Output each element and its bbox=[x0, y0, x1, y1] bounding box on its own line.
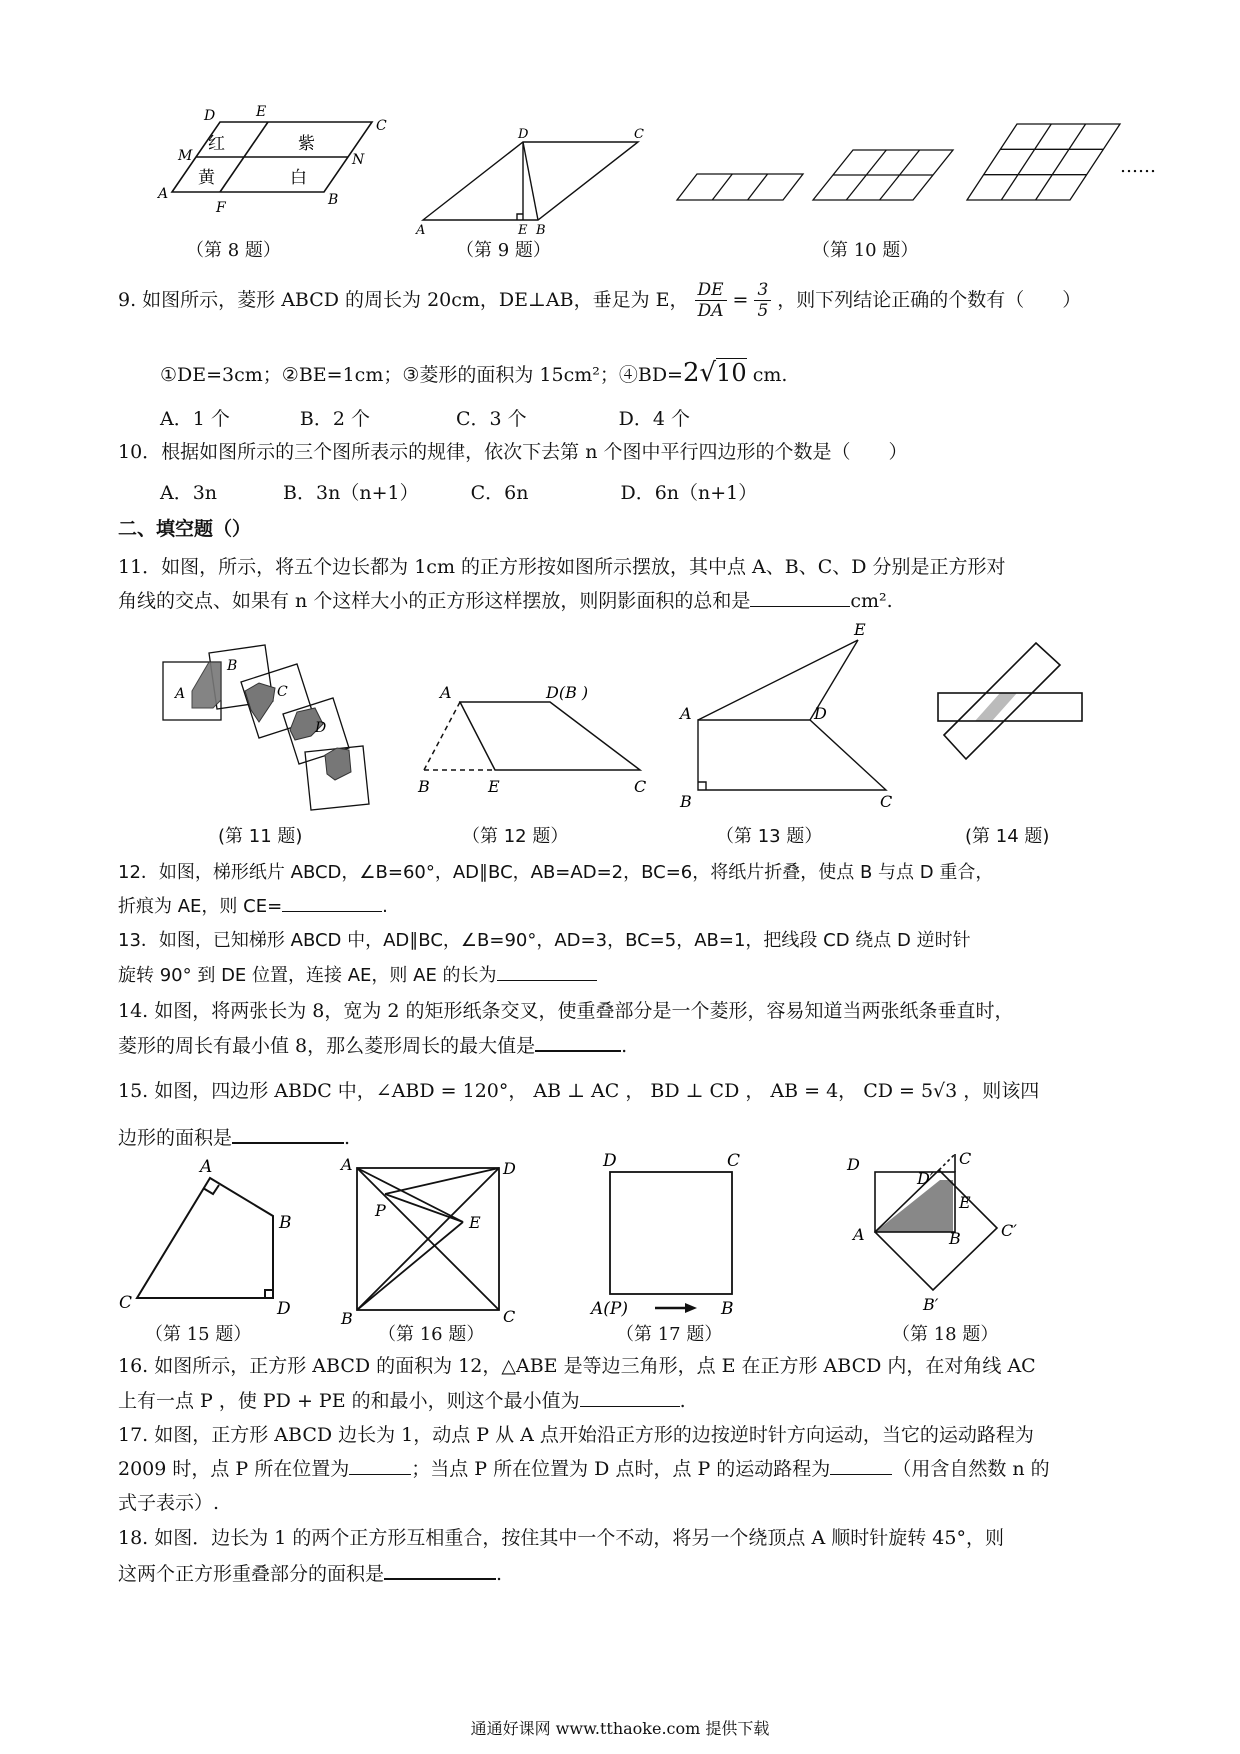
fraction-numerator: DE bbox=[695, 280, 727, 301]
point-label: A bbox=[440, 683, 452, 702]
caption-q8: （第 8 题） bbox=[186, 240, 281, 261]
figure-q14 bbox=[930, 635, 1090, 765]
page-footer: 通通好课网 www.tthaoke.com 提供下载 bbox=[470, 1719, 770, 1738]
question-10: 10．根据如图所示的三个图所表示的规律，依次下去第 n 个图中平行四边形的个数是（ ） bbox=[118, 441, 908, 463]
question-17-line1: 17. 如图，正方形 ABCD 边长为 1，动点 P 从 A 点开始沿正方形的边按逆时针方向运动，当它的运动路程为 bbox=[118, 1424, 1034, 1446]
question-15-line1: 15. 如图，四边形 ABDC 中，∠ABD = 120°， AB ⊥ AC ， BD ⊥ CD ， AB = 4， CD = 5√3 ，则该四 bbox=[118, 1080, 1040, 1102]
point-label: A bbox=[416, 223, 426, 238]
point-label: C′ bbox=[1001, 1221, 1017, 1240]
period: . bbox=[496, 1563, 503, 1585]
q18-text: 这两个正方形重叠部分的面积是 bbox=[118, 1563, 385, 1585]
answer-blank bbox=[349, 1458, 411, 1475]
question-15-line2 bbox=[118, 1126, 350, 1150]
period: . bbox=[679, 1390, 686, 1412]
figure-q16 bbox=[335, 1156, 525, 1326]
option-b: B．3n（n+1） bbox=[283, 482, 419, 504]
point-label: E bbox=[518, 223, 528, 238]
point-label: D bbox=[847, 1155, 860, 1174]
point-label: E bbox=[256, 104, 267, 120]
point-label: E bbox=[469, 1213, 481, 1232]
point-label: B bbox=[721, 1299, 734, 1319]
caption-q13: （第 13 题） bbox=[716, 826, 823, 847]
point-label: P bbox=[375, 1201, 386, 1220]
option-c: C．3 个 bbox=[455, 408, 527, 430]
caption-q14: (第 14 题) bbox=[965, 826, 1050, 847]
q11-unit: cm². bbox=[850, 590, 893, 612]
radical-sign: √ bbox=[699, 358, 717, 388]
q9-options bbox=[160, 404, 740, 431]
point-label: A bbox=[200, 1158, 213, 1177]
cell-label: 红 bbox=[208, 134, 225, 154]
answer-blank bbox=[535, 1034, 621, 1052]
radical-coefficient: 2 bbox=[682, 358, 700, 388]
cell-label: 黄 bbox=[198, 168, 215, 188]
caption-q15: （第 15 题） bbox=[145, 1324, 252, 1345]
q17-text-b: ；当点 P 所在位置为 D 点时，点 P 的运动路程为 bbox=[411, 1458, 831, 1480]
question-16-line2 bbox=[118, 1390, 686, 1413]
question-12-line1: 12．如图，梯形纸片 ABCD，∠B=60°，AD∥BC，AB=AD=2，BC=6，将纸片折叠，使点 B 与点 D 重合， bbox=[118, 862, 994, 883]
q17-text-a: 2009 时，点 P 所在位置为 bbox=[118, 1458, 350, 1480]
caption-q16: （第 16 题） bbox=[378, 1324, 485, 1345]
q9-items bbox=[160, 358, 787, 389]
point-label: C bbox=[503, 1307, 516, 1326]
point-label: A bbox=[158, 186, 169, 202]
question-17-line3: 式子表示）. bbox=[118, 1492, 220, 1514]
question-18-line1: 18. 如图．边长为 1 的两个正方形互相重合，按住其中一个不动，将另一个绕顶点 A 顺时针旋转 45°，则 bbox=[118, 1527, 1004, 1549]
q13-text: 旋转 90° 到 DE 位置，连接 AE，则 AE 的长为 bbox=[118, 965, 497, 986]
point-label: A bbox=[175, 686, 186, 702]
option-c: C．6n bbox=[470, 482, 529, 504]
point-label: E bbox=[959, 1193, 971, 1212]
question-13-line1: 13．如图，已知梯形 ABCD 中，AD∥BC，∠B=90°，AD=3，BC=5，AB=1，把线段 CD 绕点 D 逆时针 bbox=[118, 930, 971, 951]
fraction-denominator: 5 bbox=[757, 301, 769, 322]
question-17-line2 bbox=[118, 1458, 1050, 1481]
cell-label: 紫 bbox=[298, 134, 315, 154]
caption-q10: （第 10 题） bbox=[812, 240, 919, 261]
fraction bbox=[754, 280, 771, 322]
radicand: 10 bbox=[716, 359, 747, 387]
figure-q17 bbox=[585, 1150, 765, 1320]
point-label: D bbox=[277, 1299, 291, 1318]
option-a: A．3n bbox=[160, 482, 218, 504]
ellipsis: …… bbox=[1120, 156, 1156, 177]
answer-blank bbox=[282, 895, 382, 912]
q12-text: 折痕为 AE，则 CE= bbox=[118, 896, 283, 917]
q14-text: 菱形的周长有最小值 8，那么菱形周长的最大值是 bbox=[118, 1035, 536, 1057]
point-label: C bbox=[119, 1293, 133, 1313]
answer-blank bbox=[232, 1126, 344, 1144]
caption-q12: （第 12 题） bbox=[462, 826, 569, 847]
point-label: C bbox=[634, 777, 647, 796]
q9-stem: 9. 如图所示，菱形 ABCD 的周长为 20cm，DE⊥AB，垂足为 E， bbox=[118, 288, 689, 311]
point-label: D bbox=[315, 720, 327, 736]
answer-blank bbox=[830, 1458, 892, 1475]
answer-blank bbox=[750, 590, 850, 607]
point-label: D′ bbox=[917, 1169, 934, 1188]
option-d: D．4 个 bbox=[618, 408, 690, 430]
point-label: C bbox=[880, 792, 893, 810]
figure-q8 bbox=[150, 100, 390, 230]
figure-q15 bbox=[115, 1158, 310, 1318]
period: . bbox=[621, 1035, 628, 1057]
point-label: B bbox=[949, 1229, 961, 1248]
figure-q10 bbox=[675, 120, 1175, 210]
option-d: D．6n（n+1） bbox=[620, 482, 758, 504]
point-label: D bbox=[814, 704, 827, 723]
caption-q18: （第 18 题） bbox=[892, 1324, 999, 1345]
point-label: B bbox=[341, 1309, 353, 1326]
point-label: C bbox=[727, 1151, 741, 1171]
question-14-line1: 14. 如图，将两张长为 8，宽为 2 的矩形纸条交叉，使重叠部分是一个菱形，容易知道当两张纸条垂直时， bbox=[118, 1000, 1014, 1022]
figure-q13 bbox=[668, 615, 908, 810]
answer-blank bbox=[384, 1562, 496, 1580]
question-18-line2 bbox=[118, 1562, 502, 1586]
point-label: F bbox=[216, 200, 226, 216]
figure-q11 bbox=[155, 640, 390, 815]
point-label: D bbox=[518, 128, 529, 142]
point-label: A(P) bbox=[591, 1299, 628, 1319]
answer-blank bbox=[580, 1390, 680, 1407]
q9-items-unit: cm. bbox=[746, 364, 788, 386]
figure-q18 bbox=[835, 1150, 1025, 1322]
point-label: M bbox=[178, 148, 193, 164]
point-label: C bbox=[634, 128, 644, 142]
point-label: B bbox=[328, 192, 339, 208]
point-label: D bbox=[603, 1151, 617, 1171]
question-11-line1: 11．如图，所示，将五个边长都为 1cm 的正方形按如图所示摆放，其中点 A、B、C、D 分别是正方形对 bbox=[118, 556, 1006, 578]
point-label: A bbox=[680, 704, 692, 723]
section-heading: 二、填空题（） bbox=[118, 518, 252, 540]
figure-q12 bbox=[410, 680, 660, 800]
point-label: B bbox=[279, 1213, 292, 1233]
point-label: A bbox=[341, 1156, 353, 1174]
point-label: B bbox=[418, 777, 430, 796]
point-label: C bbox=[277, 684, 288, 700]
question-14-line2 bbox=[118, 1034, 627, 1058]
fraction-denominator: DA bbox=[697, 301, 724, 322]
caption-q17: （第 17 题） bbox=[616, 1324, 723, 1345]
q17-text-c: （用含自然数 n 的 bbox=[892, 1458, 1050, 1480]
q9-stem-end: ，则下列结论正确的个数有（ ） bbox=[777, 288, 1082, 311]
point-label: B bbox=[227, 658, 238, 674]
point-label: B′ bbox=[923, 1295, 939, 1314]
point-label: E bbox=[488, 777, 500, 796]
answer-blank bbox=[497, 964, 597, 981]
period: . bbox=[344, 1127, 351, 1149]
question-12-line2 bbox=[118, 895, 388, 918]
point-label: D(B ) bbox=[546, 683, 589, 702]
point-label: D bbox=[204, 108, 216, 124]
point-label: B bbox=[536, 223, 546, 238]
question-16-line1: 16. 如图所示，正方形 ABCD 的面积为 12，△ABE 是等边三角形，点 E 在正方形 ABCD 内，在对角线 AC bbox=[118, 1355, 1036, 1377]
question-13-line2 bbox=[118, 964, 597, 987]
equals-sign: = bbox=[732, 288, 749, 311]
q11-text: 角线的交点、如果有 n 个这样大小的正方形这样摆放，则阴影面积的总和是 bbox=[118, 590, 751, 612]
caption-q9: （第 9 题） bbox=[456, 240, 551, 261]
figure-q9 bbox=[408, 128, 658, 238]
question-9 bbox=[118, 280, 1081, 322]
option-b: B．2 个 bbox=[299, 408, 370, 430]
period: . bbox=[382, 896, 388, 917]
point-label: N bbox=[352, 152, 365, 168]
point-label: C bbox=[959, 1150, 972, 1168]
option-a: A．1 个 bbox=[160, 408, 230, 430]
caption-q11: (第 11 题) bbox=[218, 826, 303, 847]
point-label: B bbox=[680, 792, 692, 810]
point-label: E bbox=[854, 620, 866, 639]
q16-text: 上有一点 P ，使 PD + PE 的和最小，则这个最小值为 bbox=[118, 1390, 580, 1412]
q10-options bbox=[160, 478, 807, 505]
question-11-line2 bbox=[118, 590, 893, 613]
fraction bbox=[695, 280, 727, 322]
q9-items-text: ①DE=3cm；②BE=1cm；③菱形的面积为 15cm²；④BD= bbox=[160, 364, 683, 386]
point-label: D bbox=[503, 1159, 516, 1178]
fraction-numerator: 3 bbox=[754, 280, 771, 301]
q15-text: 边形的面积是 bbox=[118, 1127, 233, 1149]
point-label: C bbox=[376, 118, 387, 134]
point-label: A bbox=[853, 1225, 865, 1244]
cell-label: 白 bbox=[290, 168, 307, 188]
